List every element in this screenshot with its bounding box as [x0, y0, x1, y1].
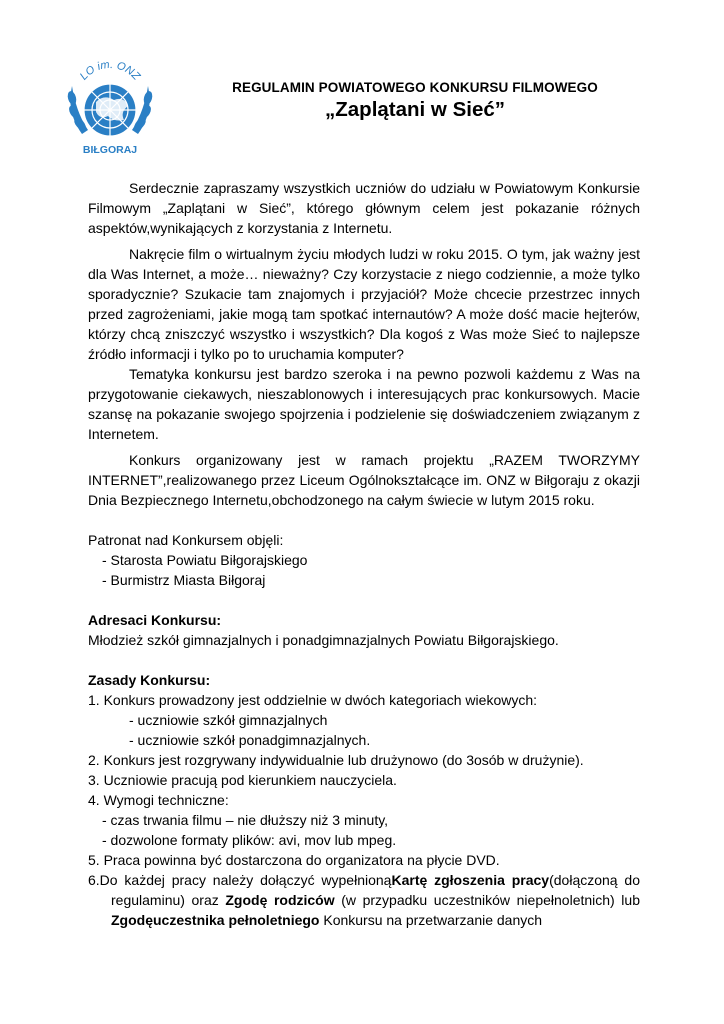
- rule-6-consent-adult: Zgodęuczestnika pełnoletniego: [111, 912, 320, 928]
- rule-6-text: (w przypadku uczestników niepełnoletnich) lub: [334, 892, 640, 908]
- intro-paragraph-2: Nakręcie film o wirtualnym życiu młodych ludzi w roku 2015. O tym, jak ważny jest dla Was Internet, a może… nieważny? Czy korzystacie z niego codziennie, a może tylko sporadycznie? Szukacie tam znajomych i przyjaciół? Może chcecie przestrzec innych przed zagrożeniami, jakie mogą tam spotkać internautów? A może dość macie hejterów, którzy chcą zniszczyć wszystko i wszystkich? Dla kogoś z Was może Sieć to najlepsze źródło informacji i tylko po to uruchamia komputer?: [88, 246, 640, 362]
- addressees-heading: Adresaci Konkursu:: [88, 612, 222, 628]
- rule-6: [88, 870, 640, 930]
- rule-4: 4. Wymogi techniczne:: [88, 792, 229, 808]
- rule-1: 1. Konkurs prowadzony jest oddzielnie w dwóch kategoriach wiekowych:: [88, 692, 538, 708]
- svg-text:LO im. ONZ: [78, 59, 143, 84]
- rule-6-text: 6.Do każdej pracy należy dołączyć wypełnioną: [88, 872, 392, 888]
- addressees-text: Młodzież szkół gimnazjalnych i ponadgimnazjalnych Powiatu Biłgorajskiego.: [88, 632, 559, 648]
- document-header: [200, 80, 630, 122]
- contest-name: „Zaplątani w Sieć”: [325, 98, 505, 121]
- rule-4-item: - dozwolone formaty plików: avi, mov lub mpeg.: [102, 832, 397, 848]
- rule-6-consent-parents: Zgodę rodziców: [225, 892, 335, 908]
- document-title: REGULAMIN POWIATOWEGO KONKURSU FILMOWEGO: [232, 80, 598, 95]
- school-logo: [58, 52, 162, 156]
- rule-4-item: - czas trwania filmu – nie dłuższy niż 3 minuty,: [102, 812, 389, 828]
- patronage-item: - Starosta Powiatu Biłgorajskiego: [102, 552, 308, 568]
- patronage-item: - Burmistrz Miasta Biłgoraj: [102, 572, 266, 588]
- rule-5: 5. Praca powinna być dostarczona do organizatora na płycie DVD.: [88, 852, 500, 868]
- intro-paragraph-3: Tematyka konkursu jest bardzo szeroka i na pewno pozwoli każdemu z Was na przygotowanie ciekawych, nieszablonowych i interesujących prac konkursowych. Macie szansę na pokazanie swojego spojrzenia i podzielenie się doświadczeniem związanym z Internetem.: [88, 366, 640, 442]
- rule-1-item: - uczniowie szkół gimnazjalnych: [129, 712, 328, 728]
- logo-top-text: LO im. ONZ: [77, 58, 143, 83]
- logo-bottom-text: BIŁGORAJ: [82, 144, 138, 156]
- intro-paragraph-1: Serdecznie zapraszamy wszystkich uczniów do udziału w Powiatowym Konkursie Filmowym „Zaplątani w Sieć”, którego głównym celem jest pokazanie różnych aspektów,wynikających z korzystania z Internetu.: [88, 180, 640, 236]
- patronage-heading: Patronat nad Konkursem objęli:: [88, 532, 284, 548]
- rule-3: 3. Uczniowie pracują pod kierunkiem nauczyciela.: [88, 772, 397, 788]
- intro-paragraph-4: Konkurs organizowany jest w ramach projektu „RAZEM TWORZYMY INTERNET”,realizowanego przez Liceum Ogólnokształcące im. ONZ w Biłgoraju z okazji Dnia Bezpiecznego Internetu,obchodzonego na całym świecie w lutym 2015 roku.: [88, 452, 640, 508]
- rule-6-text: Konkursu na przetwarzanie danych: [319, 912, 543, 928]
- rule-1-item: - uczniowie szkół ponadgimnazjalnych.: [129, 732, 371, 748]
- rule-6-text: (dołączoną do regulaminu) oraz: [111, 872, 640, 908]
- document-body: [88, 178, 640, 930]
- rule-2: 2. Konkurs jest rozgrywany indywidualnie lub drużynowo (do 3osób w drużynie).: [88, 752, 584, 768]
- rules-heading: Zasady Konkursu:: [88, 672, 211, 688]
- rule-6-form-name: Kartę zgłoszenia pracy: [391, 872, 550, 888]
